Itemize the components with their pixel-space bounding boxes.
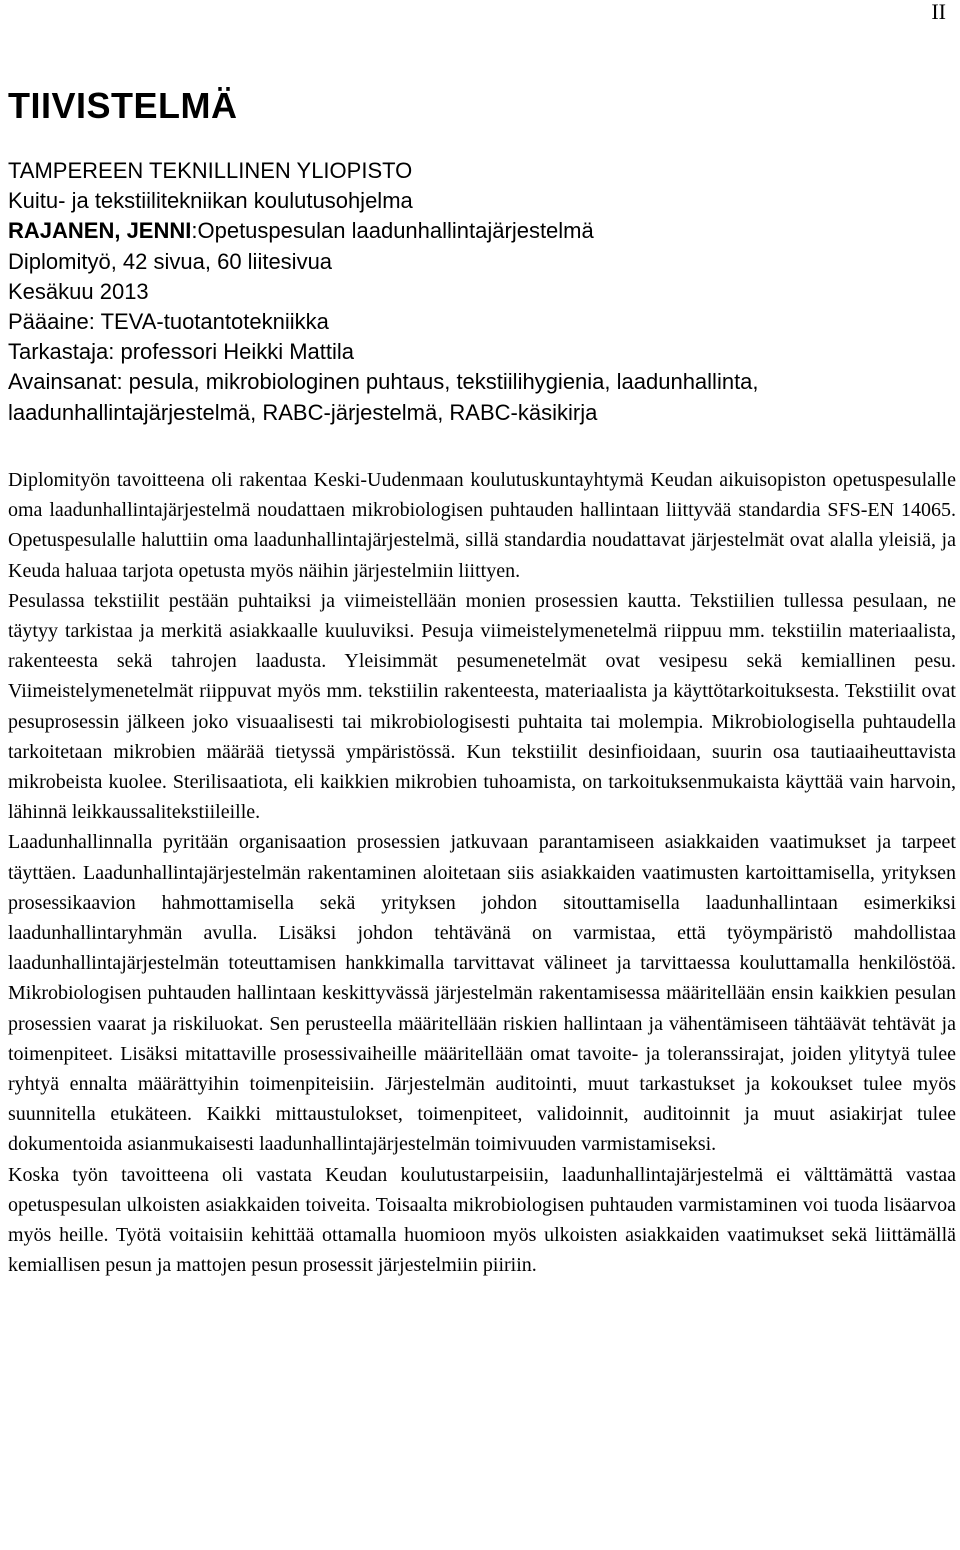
abstract-paragraph: Koska työn tavoitteena oli vastata Keudan koulutustarpeisiin, laadunhallintajärjestelmä ei välttämättä vastaa opetuspesulan ulkoisten asiakkaiden toiveita. Toisaalta mikrobiologisen puhtauden varmistaminen voi tuoda lisäarvoa myös heille. Työtä voitaisiin kehittää ottamalla huomioon myös ulkoisten asiakkaiden vaatimukset sekä liittämällä kemiallisen pesun ja mattojen pesun prosessit järjestelmiin piiriin. [8,1163,956,1277]
university-name: TAMPEREEN TEKNILLINEN YLIOPISTO [8,158,413,183]
keywords-line-1: Avainsanat: pesula, mikrobiologinen puhtaus, tekstiilihygienia, laadunhallinta, [8,369,759,395]
abstract-paragraph: Laadunhallinnalla pyritään organisaation prosessien jatkuvaan parantamiseen asiakkaiden vaatimukset ja tarpeet täyttäen. Laadunhallintajärjestelmän rakentaminen aloitetaan siis asiakkaiden vaatimusten kartoittamisella, yrityksen prosessikaavion hahmottamisella sekä yrityksen johdon sitouttamisella laadunhallintaan esimerkiksi laadunhallintaryhmän avulla. Lisäksi johdon tehtävänä on varmistaa, että työympäristö mahdollistaa laadunhallintajärjestelmän toteuttamisen hankkimalla tarvittavat välineet ja tarvittaessa kouluttamalla henkilöstöä. Mikrobiologisen puhtauden hallintaan keskittyvässä järjestelmän rakentamisessa määritellään ensin kaikkien pesulan prosessien vaarat ja riskiluokat. Sen perusteella määritellään riskien hallintaan ja vähentämiseen tähtäävät tehtävät ja toimenpiteet. Lisäksi mitattaville prosessivaiheille määritellään omat tavoite- ja toleranssirajat, joiden ylitytyä tulee ryhtyä ennalta määrättyihin toimenpiteisiin. Järjestelmän auditointi, muut tarkastukset ja kokoukset tulee myös suunnitella etukäteen. Kaikki mittaustulokset, toimenpiteet, validoinnit, auditoinnit ja muut asiakirjat tulee dokumentoida asianmukaisesti laadunhallintajärjestelmän toimivuuden varmistamiseksi. [8,831,956,1156]
examiner: Tarkastaja: professori Heikki Mattila [8,339,355,365]
abstract-paragraph: Pesulassa tekstiilit pestään puhtaiksi ja viimeistellään monien prosessien kautta. Tekstiilien tullessa pesulaan, ne täytyy tarkistaa ja merkitä asiakkaalle kuuluviksi. Pesuja viimeistelymenetelmä riippuu mm. tekstiilin materiaalista, rakenteesta sekä tahrojen laadusta. Yleisimmät pesumenetelmät ovat vesipesu sekä kemiallinen pesu. Viimeistelymenetelmät riippuvat myös mm. tekstiilin rakenteesta, materiaalista ja käyttötarkoituksesta. Tekstiilit ovat pesuprosessin jälkeen joko visuaalisesti tai mikrobiologisesti puhtaita tai molempia. Mikrobiologisella puhtaudella tarkoitetaan mikrobien määrää tietyssä ympäristössä. Kun tekstiilit desinfioidaan, suurin osa tautiaaiheuttavista mikrobeista kuolee. Sterilisaatiota, eli kaikkien mikrobien tuhoamista, on tarkoituksenmukaista käyttää vain harvoin, lähinnä leikkaussalitekstiileille. [8,589,956,824]
thesis-metadata [8,156,956,428]
degree-programme: Kuitu- ja tekstiilitekniikan koulutusohjelma [8,188,413,214]
page-number: II [931,0,946,24]
page-title: TIIVISTELMÄ [8,85,238,126]
author-and-title-line [8,216,956,246]
thesis-title: :Opetuspesulan laadunhallintajärjestelmä [191,218,594,244]
abstract-body [8,465,956,1280]
publication-date: Kesäkuu 2013 [8,278,149,304]
author-name: RAJANEN, JENNI [8,218,192,244]
abstract-paragraph: Diplomityön tavoitteena oli rakentaa Keski-Uudenmaan koulutuskuntayhtymä Keudan aikuisopiston opetuspesulalle oma laadunhallintajärjestelmä noudattaen mikrobiologisen puhtauden hallintaan liittyvää standardia SFS-EN 14065. Opetuspesulalle haluttiin oma laadunhallintajärjestelmä, sillä standardia noudattavat järjestelmät ovat alalla yleisiä, ja Keuda haluaa tarjota opetusta myös näihin järjestelmiin liittyen. [8,469,956,582]
major-subject: Pääaine: TEVA-tuotantotekniikka [8,309,329,335]
page-count: Diplomityö, 42 sivua, 60 liitesivua [8,248,333,274]
keywords-line-2: laadunhallintajärjestelmä, RABC-järjestelmä, RABC-käsikirja [8,399,598,425]
